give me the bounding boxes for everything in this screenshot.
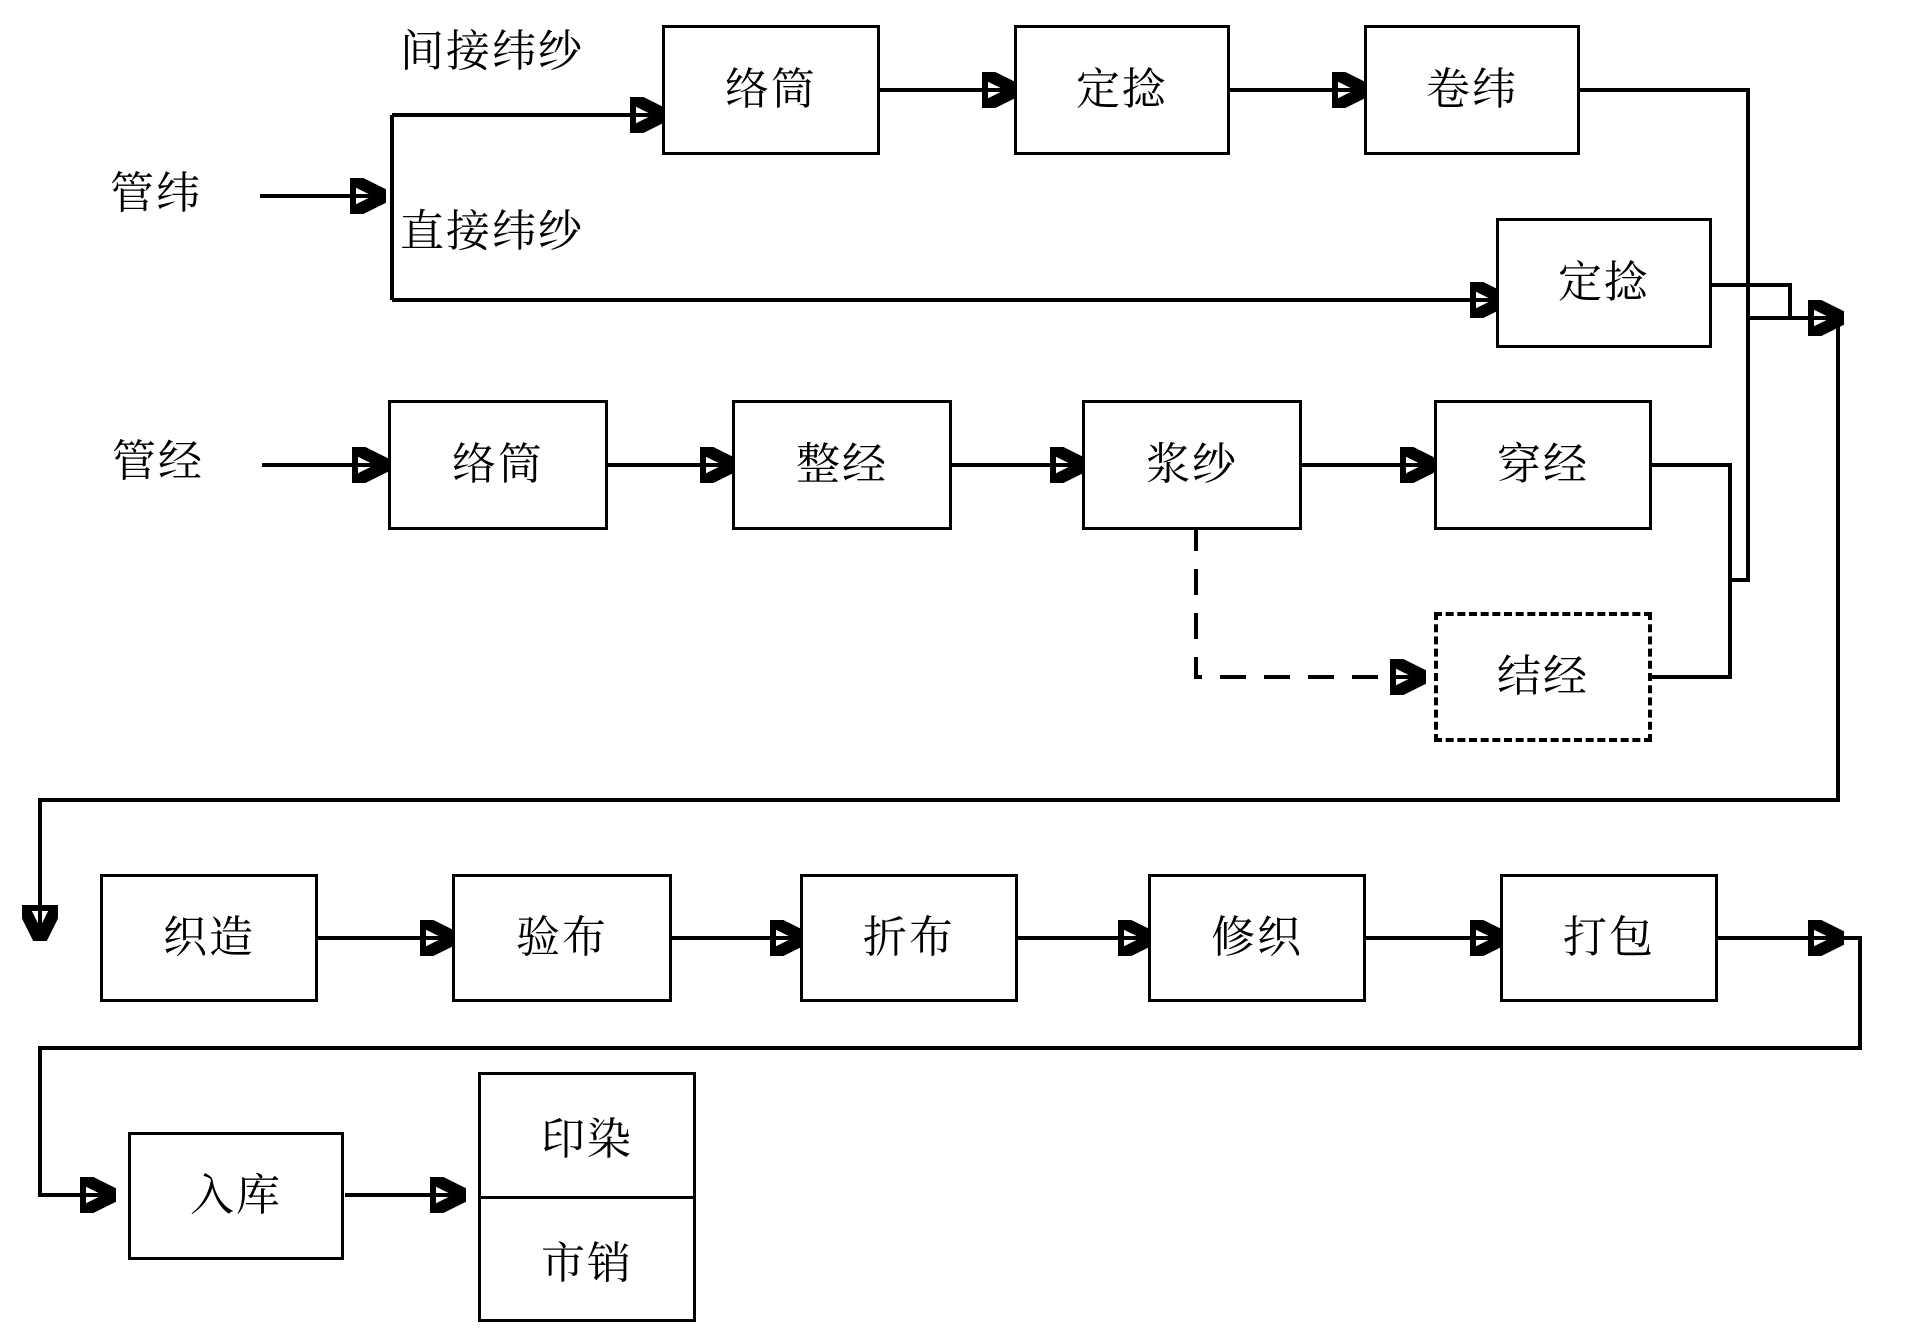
node-warping[interactable]: 整经	[732, 400, 952, 530]
node-weft-setting-1[interactable]: 定捻	[1014, 25, 1230, 155]
node-warp-winding[interactable]: 络筒	[388, 400, 608, 530]
label-weft-input: 管纬	[110, 168, 202, 219]
label-direct-weft: 直接纬纱	[400, 206, 584, 257]
node-sizing[interactable]: 浆纱	[1082, 400, 1302, 530]
node-warehousing[interactable]: 入库	[128, 1132, 344, 1260]
node-drawing-in[interactable]: 穿经	[1434, 400, 1652, 530]
node-tying-in[interactable]: 结经	[1434, 612, 1652, 742]
node-weaving[interactable]: 织造	[100, 874, 318, 1002]
label-indirect-weft: 间接纬纱	[400, 26, 584, 77]
node-folding[interactable]: 折布	[800, 874, 1018, 1002]
node-dyeing[interactable]: 印染	[541, 1114, 633, 1166]
node-weft-setting-2[interactable]: 定捻	[1496, 218, 1712, 348]
node-baling[interactable]: 打包	[1500, 874, 1718, 1002]
node-weft-winding[interactable]: 络筒	[662, 25, 880, 155]
node-inspection[interactable]: 验布	[452, 874, 672, 1002]
label-warp-input: 管经	[112, 436, 204, 487]
node-marketing[interactable]: 市销	[481, 1196, 693, 1320]
node-output-group[interactable]	[478, 1072, 696, 1322]
node-weft-pirn[interactable]: 卷纬	[1364, 25, 1580, 155]
node-mending[interactable]: 修织	[1148, 874, 1366, 1002]
